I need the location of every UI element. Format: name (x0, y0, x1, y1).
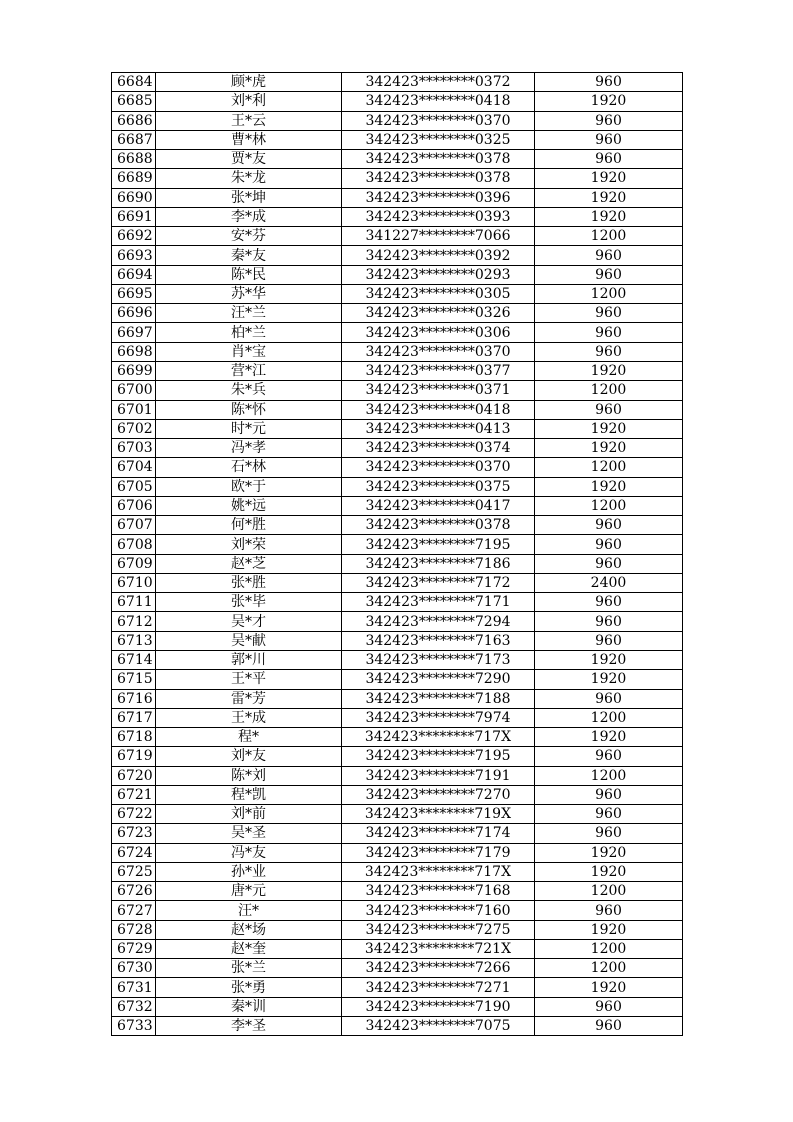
amount-cell: 960 (535, 689, 683, 708)
serial-number-cell: 6718 (112, 728, 156, 747)
serial-number-cell: 6686 (112, 111, 156, 130)
table-row (112, 554, 683, 573)
serial-number-cell: 6704 (112, 458, 156, 477)
id-number-cell: 342423********0418 (342, 92, 535, 111)
name-cell: 唐*元 (156, 882, 342, 901)
amount-cell: 1200 (535, 284, 683, 303)
table-row (112, 650, 683, 669)
amount-cell: 1920 (535, 169, 683, 188)
name-cell: 张*坤 (156, 188, 342, 207)
amount-cell: 1920 (535, 920, 683, 939)
id-number-cell: 342423********719X (342, 805, 535, 824)
amount-cell: 960 (535, 901, 683, 920)
amount-cell: 1200 (535, 939, 683, 958)
table-row (112, 342, 683, 361)
amount-cell: 960 (535, 342, 683, 361)
name-cell: 顾*虎 (156, 73, 342, 92)
amount-cell: 960 (535, 997, 683, 1016)
amount-cell: 1200 (535, 496, 683, 515)
amount-cell: 1200 (535, 708, 683, 727)
id-number-cell: 342423********0370 (342, 458, 535, 477)
table-row (112, 246, 683, 265)
id-number-cell: 342423********7294 (342, 612, 535, 631)
amount-cell: 1920 (535, 477, 683, 496)
id-number-cell: 342423********0375 (342, 477, 535, 496)
amount-cell: 960 (535, 612, 683, 631)
serial-number-cell: 6694 (112, 265, 156, 284)
table-row (112, 73, 683, 92)
name-cell: 王*成 (156, 708, 342, 727)
name-cell: 曹*林 (156, 130, 342, 149)
amount-cell: 1200 (535, 959, 683, 978)
name-cell: 何*胜 (156, 516, 342, 535)
id-number-cell: 342423********7290 (342, 670, 535, 689)
table-row (112, 573, 683, 592)
amount-cell: 1920 (535, 843, 683, 862)
id-number-cell: 342423********7160 (342, 901, 535, 920)
table-row (112, 400, 683, 419)
name-cell: 时*元 (156, 419, 342, 438)
name-cell: 刘*荣 (156, 535, 342, 554)
serial-number-cell: 6726 (112, 882, 156, 901)
table-row (112, 612, 683, 631)
name-cell: 李*成 (156, 207, 342, 226)
serial-number-cell: 6689 (112, 169, 156, 188)
table-row (112, 997, 683, 1016)
id-number-cell: 341227********7066 (342, 227, 535, 246)
serial-number-cell: 6722 (112, 805, 156, 824)
amount-cell: 1200 (535, 227, 683, 246)
id-number-cell: 342423********0306 (342, 323, 535, 342)
amount-cell: 1920 (535, 670, 683, 689)
id-number-cell: 342423********7271 (342, 978, 535, 997)
table-row (112, 361, 683, 380)
amount-cell: 960 (535, 631, 683, 650)
amount-cell: 960 (535, 785, 683, 804)
serial-number-cell: 6729 (112, 939, 156, 958)
name-cell: 秦*友 (156, 246, 342, 265)
table-row (112, 843, 683, 862)
id-number-cell: 342423********0305 (342, 284, 535, 303)
amount-cell: 1920 (535, 978, 683, 997)
serial-number-cell: 6706 (112, 496, 156, 515)
table-row (112, 805, 683, 824)
roster-table-body (112, 73, 683, 1036)
table-row (112, 92, 683, 111)
amount-cell: 960 (535, 73, 683, 92)
name-cell: 刘*前 (156, 805, 342, 824)
amount-cell: 960 (535, 150, 683, 169)
id-number-cell: 342423********7168 (342, 882, 535, 901)
amount-cell: 1920 (535, 862, 683, 881)
table-row (112, 920, 683, 939)
serial-number-cell: 6720 (112, 766, 156, 785)
name-cell: 朱*兵 (156, 381, 342, 400)
serial-number-cell: 6724 (112, 843, 156, 862)
serial-number-cell: 6691 (112, 207, 156, 226)
table-row (112, 111, 683, 130)
id-number-cell: 342423********0392 (342, 246, 535, 265)
id-number-cell: 342423********7179 (342, 843, 535, 862)
id-number-cell: 342423********0372 (342, 73, 535, 92)
name-cell: 朱*龙 (156, 169, 342, 188)
id-number-cell: 342423********0374 (342, 439, 535, 458)
serial-number-cell: 6690 (112, 188, 156, 207)
amount-cell: 1920 (535, 361, 683, 380)
table-row (112, 304, 683, 323)
table-row (112, 785, 683, 804)
serial-number-cell: 6695 (112, 284, 156, 303)
name-cell: 刘*利 (156, 92, 342, 111)
id-number-cell: 342423********7191 (342, 766, 535, 785)
table-row (112, 169, 683, 188)
amount-cell: 960 (535, 323, 683, 342)
id-number-cell: 342423********0396 (342, 188, 535, 207)
name-cell: 冯*友 (156, 843, 342, 862)
table-row (112, 265, 683, 284)
amount-cell: 960 (535, 1017, 683, 1036)
serial-number-cell: 6684 (112, 73, 156, 92)
name-cell: 雷*芳 (156, 689, 342, 708)
serial-number-cell: 6687 (112, 130, 156, 149)
id-number-cell: 342423********0326 (342, 304, 535, 323)
name-cell: 姚*远 (156, 496, 342, 515)
name-cell: 赵*芝 (156, 554, 342, 573)
serial-number-cell: 6692 (112, 227, 156, 246)
serial-number-cell: 6725 (112, 862, 156, 881)
name-cell: 程*凯 (156, 785, 342, 804)
serial-number-cell: 6721 (112, 785, 156, 804)
amount-cell: 960 (535, 747, 683, 766)
table-row (112, 766, 683, 785)
table-row (112, 477, 683, 496)
table-row (112, 496, 683, 515)
table-row (112, 689, 683, 708)
id-number-cell: 342423********7171 (342, 593, 535, 612)
name-cell: 陈*刘 (156, 766, 342, 785)
amount-cell: 960 (535, 554, 683, 573)
name-cell: 苏*华 (156, 284, 342, 303)
id-number-cell: 342423********721X (342, 939, 535, 958)
serial-number-cell: 6702 (112, 419, 156, 438)
id-number-cell: 342423********0378 (342, 516, 535, 535)
table-row (112, 458, 683, 477)
amount-cell: 960 (535, 516, 683, 535)
amount-cell: 1920 (535, 188, 683, 207)
table-row (112, 708, 683, 727)
table-row (112, 150, 683, 169)
amount-cell: 960 (535, 246, 683, 265)
id-number-cell: 342423********7163 (342, 631, 535, 650)
name-cell: 郭*川 (156, 650, 342, 669)
table-row (112, 381, 683, 400)
serial-number-cell: 6733 (112, 1017, 156, 1036)
serial-number-cell: 6698 (112, 342, 156, 361)
serial-number-cell: 6719 (112, 747, 156, 766)
serial-number-cell: 6713 (112, 631, 156, 650)
serial-number-cell: 6730 (112, 959, 156, 978)
serial-number-cell: 6714 (112, 650, 156, 669)
amount-cell: 960 (535, 805, 683, 824)
name-cell: 陈*怀 (156, 400, 342, 419)
serial-number-cell: 6709 (112, 554, 156, 573)
table-row (112, 516, 683, 535)
table-row (112, 227, 683, 246)
id-number-cell: 342423********0378 (342, 150, 535, 169)
id-number-cell: 342423********717X (342, 728, 535, 747)
amount-cell: 960 (535, 824, 683, 843)
table-row (112, 747, 683, 766)
table-row (112, 959, 683, 978)
name-cell: 安*芬 (156, 227, 342, 246)
table-row (112, 824, 683, 843)
serial-number-cell: 6732 (112, 997, 156, 1016)
serial-number-cell: 6727 (112, 901, 156, 920)
serial-number-cell: 6711 (112, 593, 156, 612)
serial-number-cell: 6710 (112, 573, 156, 592)
serial-number-cell: 6712 (112, 612, 156, 631)
amount-cell: 1920 (535, 419, 683, 438)
serial-number-cell: 6717 (112, 708, 156, 727)
serial-number-cell: 6688 (112, 150, 156, 169)
id-number-cell: 342423********7172 (342, 573, 535, 592)
table-row (112, 419, 683, 438)
serial-number-cell: 6696 (112, 304, 156, 323)
serial-number-cell: 6703 (112, 439, 156, 458)
table-row (112, 939, 683, 958)
table-row (112, 188, 683, 207)
id-number-cell: 342423********7173 (342, 650, 535, 669)
name-cell: 秦*训 (156, 997, 342, 1016)
table-row (112, 901, 683, 920)
id-number-cell: 342423********0417 (342, 496, 535, 515)
id-number-cell: 342423********0378 (342, 169, 535, 188)
id-number-cell: 342423********7174 (342, 824, 535, 843)
id-number-cell: 342423********7075 (342, 1017, 535, 1036)
id-number-cell: 342423********7270 (342, 785, 535, 804)
id-number-cell: 342423********0371 (342, 381, 535, 400)
id-number-cell: 342423********0393 (342, 207, 535, 226)
table-row (112, 593, 683, 612)
name-cell: 冯*孝 (156, 439, 342, 458)
serial-number-cell: 6708 (112, 535, 156, 554)
name-cell: 肖*宝 (156, 342, 342, 361)
amount-cell: 960 (535, 400, 683, 419)
id-number-cell: 342423********7188 (342, 689, 535, 708)
table-row (112, 207, 683, 226)
name-cell: 刘*友 (156, 747, 342, 766)
serial-number-cell: 6705 (112, 477, 156, 496)
id-number-cell: 342423********0418 (342, 400, 535, 419)
table-row (112, 728, 683, 747)
id-number-cell: 342423********0370 (342, 111, 535, 130)
id-number-cell: 342423********7195 (342, 747, 535, 766)
name-cell: 张*胜 (156, 573, 342, 592)
name-cell: 贾*友 (156, 150, 342, 169)
id-number-cell: 342423********7974 (342, 708, 535, 727)
name-cell: 吴*献 (156, 631, 342, 650)
serial-number-cell: 6728 (112, 920, 156, 939)
serial-number-cell: 6685 (112, 92, 156, 111)
id-number-cell: 342423********0293 (342, 265, 535, 284)
name-cell: 柏*兰 (156, 323, 342, 342)
id-number-cell: 342423********7195 (342, 535, 535, 554)
amount-cell: 960 (535, 265, 683, 284)
name-cell: 程* (156, 728, 342, 747)
name-cell: 王*云 (156, 111, 342, 130)
serial-number-cell: 6701 (112, 400, 156, 419)
amount-cell: 1920 (535, 207, 683, 226)
amount-cell: 1200 (535, 766, 683, 785)
id-number-cell: 342423********7275 (342, 920, 535, 939)
name-cell: 张*兰 (156, 959, 342, 978)
id-number-cell: 342423********717X (342, 862, 535, 881)
amount-cell: 960 (535, 304, 683, 323)
table-row (112, 978, 683, 997)
name-cell: 赵*场 (156, 920, 342, 939)
name-cell: 汪*兰 (156, 304, 342, 323)
table-row (112, 284, 683, 303)
id-number-cell: 342423********0377 (342, 361, 535, 380)
name-cell: 张*勇 (156, 978, 342, 997)
name-cell: 孙*业 (156, 862, 342, 881)
amount-cell: 960 (535, 130, 683, 149)
serial-number-cell: 6693 (112, 246, 156, 265)
table-row (112, 882, 683, 901)
serial-number-cell: 6700 (112, 381, 156, 400)
table-row (112, 1017, 683, 1036)
amount-cell: 1920 (535, 728, 683, 747)
name-cell: 吴*才 (156, 612, 342, 631)
table-row (112, 439, 683, 458)
amount-cell: 1920 (535, 439, 683, 458)
id-number-cell: 342423********0413 (342, 419, 535, 438)
amount-cell: 1920 (535, 92, 683, 111)
serial-number-cell: 6723 (112, 824, 156, 843)
name-cell: 营*江 (156, 361, 342, 380)
amount-cell: 960 (535, 593, 683, 612)
serial-number-cell: 6715 (112, 670, 156, 689)
amount-cell: 2400 (535, 573, 683, 592)
amount-cell: 1920 (535, 650, 683, 669)
amount-cell: 960 (535, 535, 683, 554)
name-cell: 李*圣 (156, 1017, 342, 1036)
table-row (112, 631, 683, 650)
name-cell: 汪* (156, 901, 342, 920)
name-cell: 赵*奎 (156, 939, 342, 958)
serial-number-cell: 6697 (112, 323, 156, 342)
name-cell: 王*平 (156, 670, 342, 689)
serial-number-cell: 6699 (112, 361, 156, 380)
roster-table (111, 72, 683, 1036)
id-number-cell: 342423********7186 (342, 554, 535, 573)
id-number-cell: 342423********0325 (342, 130, 535, 149)
name-cell: 陈*民 (156, 265, 342, 284)
name-cell: 欧*于 (156, 477, 342, 496)
serial-number-cell: 6731 (112, 978, 156, 997)
amount-cell: 960 (535, 111, 683, 130)
id-number-cell: 342423********0370 (342, 342, 535, 361)
table-row (112, 862, 683, 881)
table-row (112, 323, 683, 342)
table-row (112, 535, 683, 554)
amount-cell: 1200 (535, 882, 683, 901)
serial-number-cell: 6716 (112, 689, 156, 708)
table-row (112, 130, 683, 149)
table-row (112, 670, 683, 689)
amount-cell: 1200 (535, 381, 683, 400)
amount-cell: 1200 (535, 458, 683, 477)
name-cell: 吴*圣 (156, 824, 342, 843)
id-number-cell: 342423********7266 (342, 959, 535, 978)
name-cell: 石*林 (156, 458, 342, 477)
serial-number-cell: 6707 (112, 516, 156, 535)
id-number-cell: 342423********7190 (342, 997, 535, 1016)
name-cell: 张*毕 (156, 593, 342, 612)
